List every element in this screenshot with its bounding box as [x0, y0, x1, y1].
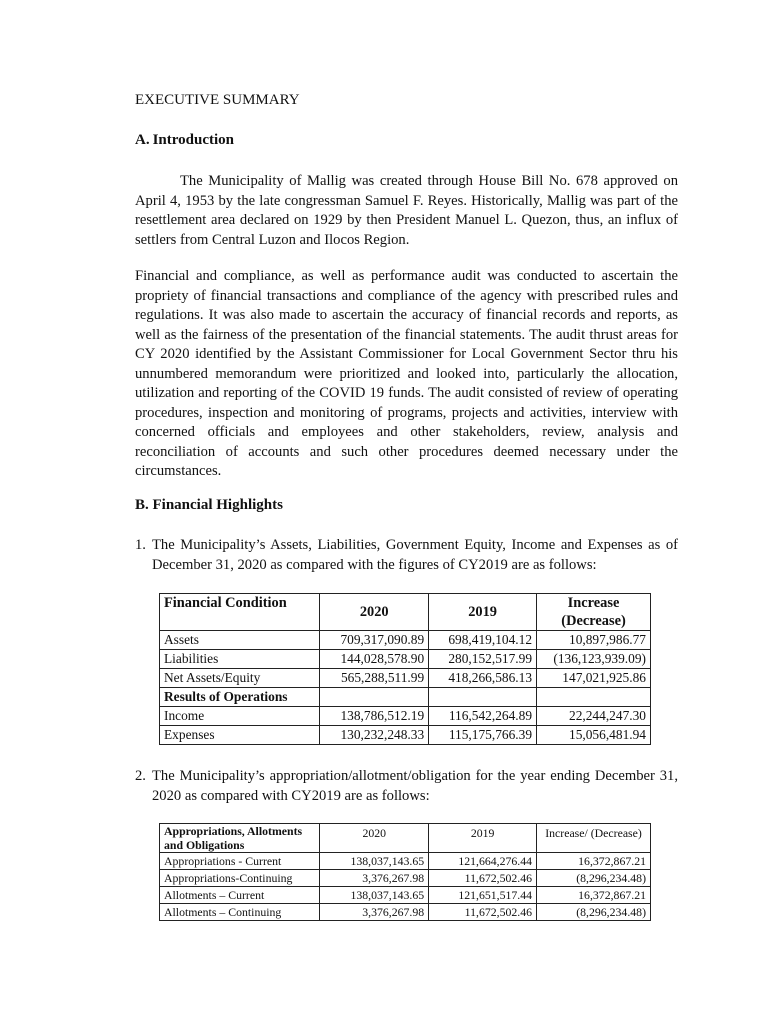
value-difference: 16,372,867.21 — [537, 853, 651, 870]
table-section-row — [160, 688, 651, 707]
table-row — [160, 904, 651, 921]
row-label: Net Assets/Equity — [160, 669, 320, 688]
table-row — [160, 631, 651, 650]
value-2020: 130,232,248.33 — [320, 726, 429, 745]
value-2019: 280,152,517.99 — [429, 650, 537, 669]
column-header-increase-decrease: Increase/ (Decrease) — [537, 824, 651, 853]
header-label-line-2: and Obligations — [164, 838, 245, 852]
list-item-text: The Municipality’s Assets, Liabilities, Government Equity, Income and Expenses as of December 31, 2020 as compared with the figures of CY2019 are as follows: — [152, 537, 678, 573]
value-2020: 138,037,143.65 — [320, 887, 429, 904]
value-2019: 698,419,104.12 — [429, 631, 537, 650]
column-header-2020: 2020 — [320, 594, 429, 631]
column-header-financial-condition: Financial Condition — [160, 594, 320, 631]
audit-scope-paragraph: Financial and compliance, as well as performance audit was conducted to ascertain the propriety of financial transactions and compliance of the agency with prescribed rules and regulations. It was also made to ascertain the accuracy of financial records and reports, as well as the fairness of the presentation of the financial statements. The audit thrust areas for CY 2020 identified by the Assistant Commissioner for Local Government Sector thru his unnumbered memorandum were prioritized and looked into, particularly the allocation, utilization and reporting of the COVID 19 funds. The audit consisted of review of operating procedures, inspection and monitoring of programs, projects and activities, interview with concerned officials and employees and other stakeholders, review, analysis and reconciliation of accounts and such other procedures deemed necessary under the circumstances. — [135, 268, 678, 479]
value-difference: (136,123,939.09) — [537, 650, 651, 669]
value-difference: 22,244,247.30 — [537, 707, 651, 726]
value-2020: 138,037,143.65 — [320, 853, 429, 870]
introduction-heading: A. Introduction — [135, 132, 234, 148]
value-2020: 565,288,511.99 — [320, 669, 429, 688]
list-item — [135, 535, 678, 575]
table-row — [160, 853, 651, 870]
column-header-2019: 2019 — [429, 824, 537, 853]
row-label: Liabilities — [160, 650, 320, 669]
row-label: Assets — [160, 631, 320, 650]
header-decrease-text: (Decrease) — [561, 613, 626, 629]
value-difference: 10,897,986.77 — [537, 631, 651, 650]
value-difference: (8,296,234.48) — [537, 870, 651, 887]
table-header-row — [160, 594, 651, 631]
financial-condition-table — [159, 593, 651, 745]
financial-highlights-heading: B. Financial Highlights — [135, 497, 283, 513]
empty-cell — [537, 688, 651, 707]
row-label: Income — [160, 707, 320, 726]
header-increase-text: Increase — [567, 595, 620, 611]
table-row — [160, 726, 651, 745]
value-2020: 138,786,512.19 — [320, 707, 429, 726]
column-header-2019: 2019 — [429, 594, 537, 631]
value-2019: 115,175,766.39 — [429, 726, 537, 745]
table-row — [160, 870, 651, 887]
column-header-appropriations — [160, 824, 320, 853]
value-2019: 11,672,502.46 — [429, 870, 537, 887]
list-item-text: The Municipality’s appropriation/allotment/obligation for the year ending December 31, 2020 as compared with CY2019 are as follows: — [152, 768, 678, 804]
empty-cell — [320, 688, 429, 707]
section-label: Results of Operations — [160, 688, 320, 707]
list-item — [135, 766, 678, 806]
header-label-line-1: Appropriations, Allotments — [164, 824, 303, 838]
value-difference: (8,296,234.48) — [537, 904, 651, 921]
value-2020: 3,376,267.98 — [320, 904, 429, 921]
list-item-number: 1. — [135, 537, 146, 553]
value-2020: 3,376,267.98 — [320, 870, 429, 887]
column-header-2020: 2020 — [320, 824, 429, 853]
table-row — [160, 650, 651, 669]
value-2019: 121,664,276.44 — [429, 853, 537, 870]
value-2019: 116,542,264.89 — [429, 707, 537, 726]
value-difference: 147,021,925.86 — [537, 669, 651, 688]
value-2020: 144,028,578.90 — [320, 650, 429, 669]
value-difference: 15,056,481.94 — [537, 726, 651, 745]
page-title: EXECUTIVE SUMMARY — [135, 92, 300, 108]
row-label: Appropriations - Current — [160, 853, 320, 870]
column-header-increase-decrease — [537, 594, 651, 631]
table-row — [160, 707, 651, 726]
appropriations-table — [159, 823, 651, 921]
introduction-paragraph: The Municipality of Mallig was created through House Bill No. 678 approved on April 4, 1953 by the late congressman Samuel F. Reyes. Historically, Mallig was part of the resettlement area declared on 1929 by then President Manuel L. Quezon, thus, an influx of settlers from Central Luzon and Ilocos Region. — [135, 173, 678, 248]
table-row — [160, 887, 651, 904]
value-2019: 11,672,502.46 — [429, 904, 537, 921]
empty-cell — [429, 688, 537, 707]
row-label: Appropriations-Continuing — [160, 870, 320, 887]
list-item-number: 2. — [135, 768, 146, 784]
table-header-row — [160, 824, 651, 853]
value-2019: 418,266,586.13 — [429, 669, 537, 688]
value-2019: 121,651,517.44 — [429, 887, 537, 904]
row-label: Allotments – Current — [160, 887, 320, 904]
row-label: Allotments – Continuing — [160, 904, 320, 921]
table-row — [160, 669, 651, 688]
row-label: Expenses — [160, 726, 320, 745]
value-2020: 709,317,090.89 — [320, 631, 429, 650]
value-difference: 16,372,867.21 — [537, 887, 651, 904]
